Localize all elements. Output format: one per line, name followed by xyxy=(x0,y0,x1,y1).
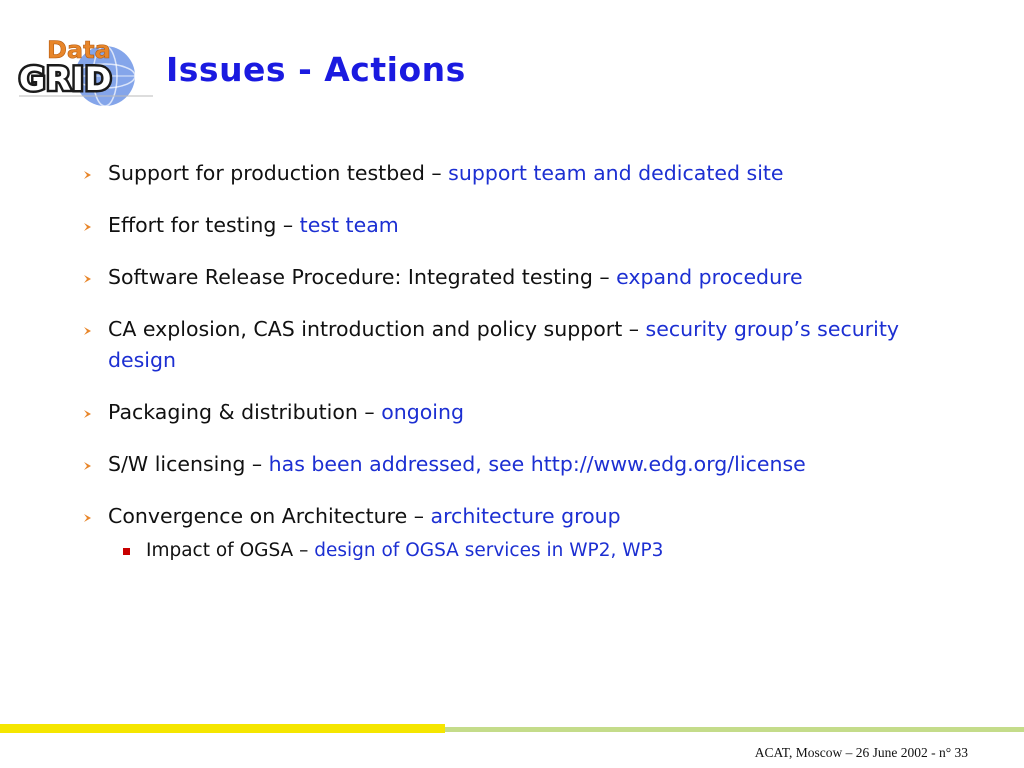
svg-text:Data: Data xyxy=(47,36,111,64)
sub-bullet-container xyxy=(82,537,962,565)
footer-text: ACAT, Moscow – 26 June 2002 - n° 33 xyxy=(754,745,968,760)
bullet-text: Packaging & distribution – xyxy=(108,400,382,424)
arrow-bullet-icon xyxy=(82,273,94,285)
bullet-action: architecture group xyxy=(430,504,621,528)
license-link[interactable]: has been addressed, see http://www.edg.org/license xyxy=(268,452,806,476)
bullet-action: ongoing xyxy=(381,400,464,424)
bullet-text: Effort for testing – xyxy=(108,213,300,237)
bullet-text: S/W licensing – xyxy=(108,452,269,476)
bullet-item xyxy=(82,262,962,293)
bullet-text: Support for production testbed – xyxy=(108,161,449,185)
arrow-bullet-icon xyxy=(82,325,94,337)
bullet-action: test team xyxy=(299,213,399,237)
arrow-bullet-icon xyxy=(82,408,94,420)
sub-bullet-action: design of OGSA services in WP2, WP3 xyxy=(314,540,664,561)
datagrid-logo xyxy=(17,36,157,110)
bullet-item xyxy=(82,210,962,241)
bullet-text: CA explosion, CAS introduction and policy support – xyxy=(108,317,646,341)
sub-bullet-list xyxy=(119,537,939,565)
arrow-bullet-icon xyxy=(82,169,94,181)
arrow-bullet-icon xyxy=(82,221,94,233)
bullet-action: expand procedure xyxy=(616,265,803,289)
bullet-text: Software Release Procedure: Integrated testing – xyxy=(108,265,617,289)
bullet-action: security group’s security design xyxy=(108,317,900,372)
bullet-item xyxy=(82,501,962,532)
footer-bar-green xyxy=(445,727,1024,732)
arrow-bullet-icon xyxy=(82,460,94,472)
sub-bullet-item xyxy=(119,537,939,565)
bullet-action: support team and dedicated site xyxy=(448,161,784,185)
bullet-list xyxy=(82,158,962,565)
bullet-item xyxy=(82,158,962,189)
bullet-item xyxy=(82,449,962,480)
arrow-bullet-icon xyxy=(82,512,94,524)
bullet-item xyxy=(82,397,962,428)
square-bullet-icon xyxy=(123,548,130,555)
bullet-text: Convergence on Architecture – xyxy=(108,504,431,528)
slide-title: Issues - Actions xyxy=(166,50,466,89)
bullet-item xyxy=(82,314,962,376)
footer-bar-yellow xyxy=(0,724,445,733)
sub-bullet-text: Impact of OGSA – xyxy=(146,540,315,561)
svg-text:GRID: GRID xyxy=(19,60,113,98)
